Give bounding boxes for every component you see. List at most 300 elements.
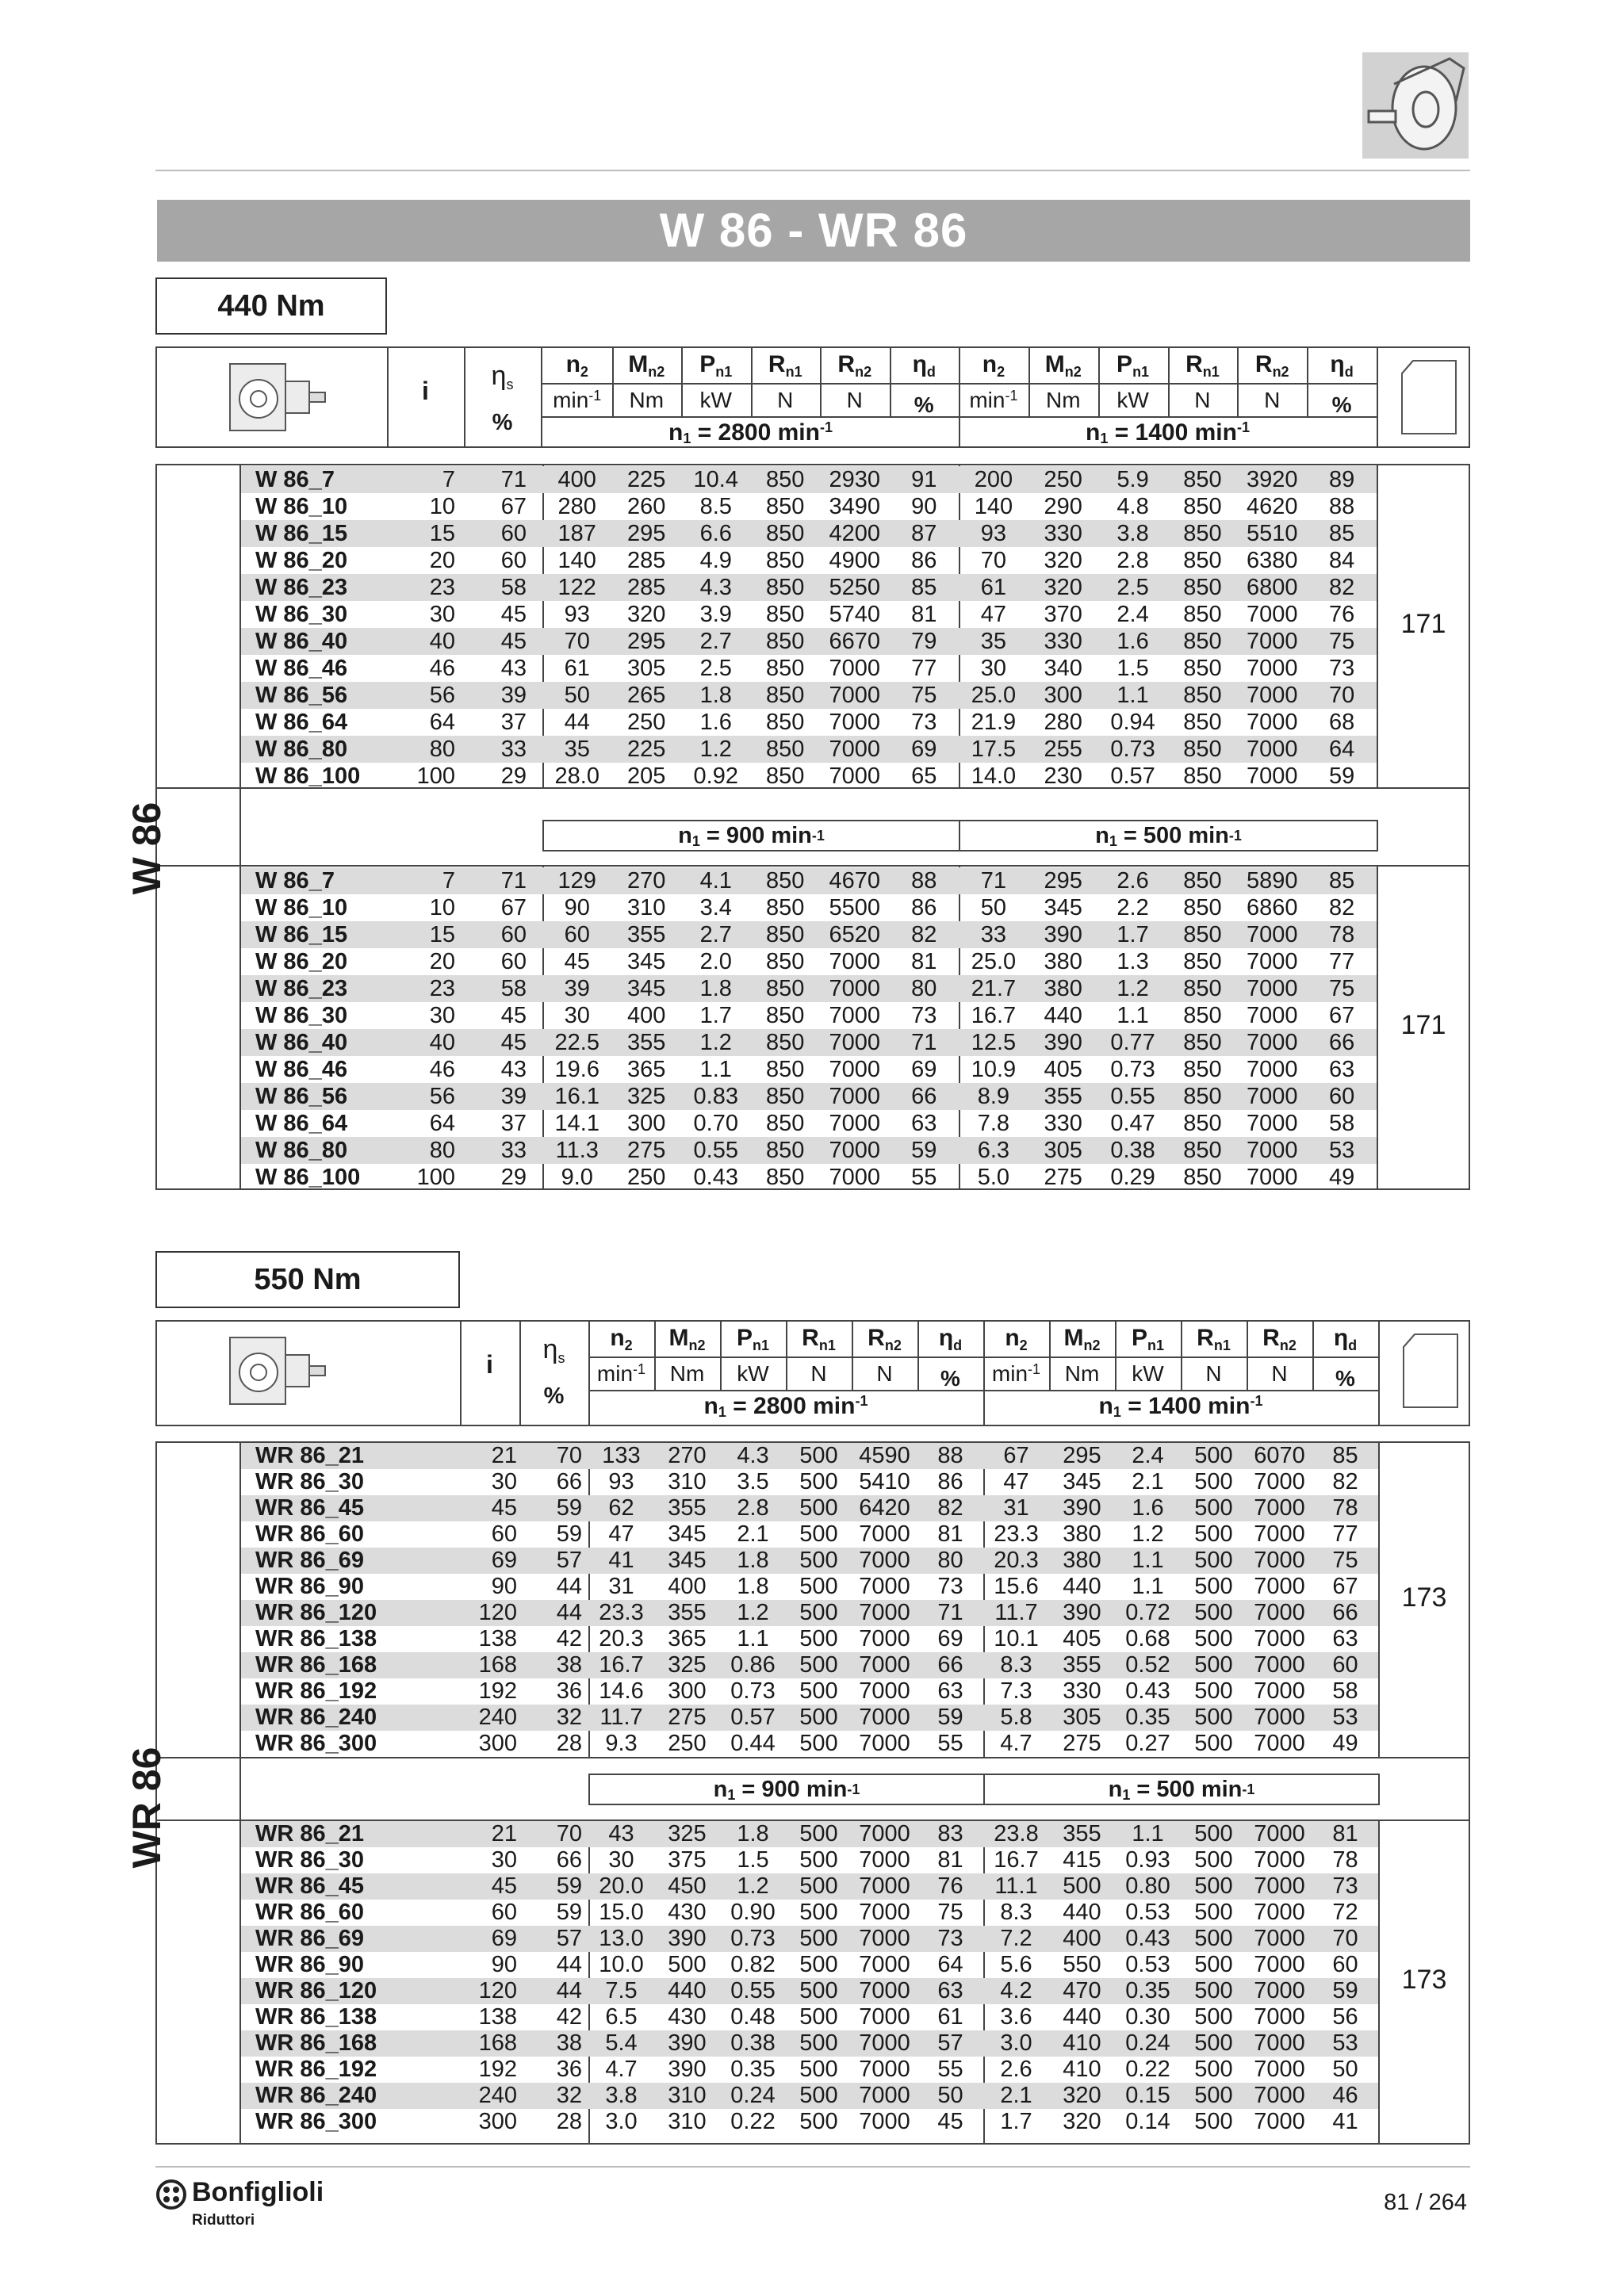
cell-eta-d: 88 — [937, 1443, 963, 1468]
cell-eta-d: 80 — [911, 976, 937, 1001]
cell-mn2: 325 — [668, 1652, 707, 1678]
cell-eta-d: 85 — [1328, 868, 1355, 894]
cell-pn1: 1.1 — [1116, 683, 1149, 708]
ratio-i: 10 — [429, 895, 455, 920]
cell-rn2: 7000 — [859, 1873, 910, 1899]
efficiency-static: 60 — [500, 521, 527, 546]
cell-rn1: 850 — [1183, 976, 1222, 1001]
series-side-label: WR 86 — [124, 1747, 169, 1869]
cell-rn1: 500 — [799, 1574, 838, 1599]
cell-rn1: 850 — [766, 1084, 805, 1109]
header-unit-u_pct: % — [1335, 1366, 1355, 1391]
cell-n2: 43 — [608, 1821, 634, 1846]
model-code: WR 86_192 — [255, 1678, 377, 1704]
cell-rn1: 850 — [1183, 949, 1222, 974]
cell-rn1: 500 — [1194, 1731, 1233, 1756]
cell-mn2: 330 — [1044, 1111, 1082, 1136]
model-code: WR 86_21 — [255, 1821, 365, 1846]
header-Mn2: $M_{n2}$ — [628, 351, 665, 380]
cell-n2: 187 — [557, 521, 596, 546]
cell-rn2: 7000 — [1246, 737, 1298, 762]
cell-pn1: 1.2 — [737, 1873, 769, 1899]
cell-rn2: 7000 — [1246, 1138, 1298, 1163]
cell-rn2: 5510 — [1246, 521, 1298, 546]
cell-eta-d: 73 — [937, 1926, 963, 1951]
header-i: i — [422, 377, 429, 405]
cell-rn2: 7000 — [829, 976, 880, 1001]
cell-mn2: 390 — [1044, 1030, 1082, 1055]
cell-n2: 10.1 — [994, 1626, 1039, 1651]
ratio-i: 300 — [478, 1731, 517, 1756]
cell-rn2: 7000 — [1246, 763, 1298, 789]
cell-mn2: 355 — [1063, 1652, 1101, 1678]
cell-rn1: 500 — [1194, 1521, 1233, 1547]
cell-pn1: 0.90 — [730, 1900, 776, 1925]
cell-rn2: 7000 — [1254, 1926, 1305, 1951]
cell-mn2: 255 — [1044, 737, 1082, 762]
ratio-i: 192 — [478, 2057, 517, 2082]
cell-n2: 30 — [608, 1847, 634, 1873]
cell-pn1: 6.6 — [699, 521, 732, 546]
cell-eta-d: 85 — [1328, 521, 1355, 546]
ratio-i: 240 — [478, 2083, 517, 2108]
ratio-i: 64 — [429, 710, 455, 735]
cell-n2: 70 — [980, 548, 1007, 573]
cell-rn2: 7000 — [829, 1165, 880, 1190]
cell-rn1: 850 — [766, 1165, 805, 1190]
cell-rn1: 500 — [1194, 1821, 1233, 1846]
cell-rn2: 7000 — [859, 2083, 910, 2108]
cell-mn2: 310 — [627, 895, 666, 920]
model-code: WR 86_45 — [255, 1873, 365, 1899]
ratio-i: 300 — [478, 2109, 517, 2134]
ratio-i: 60 — [491, 1900, 517, 1925]
cell-n2: 5.8 — [1000, 1705, 1032, 1730]
cell-mn2: 295 — [1063, 1443, 1101, 1468]
cell-mn2: 390 — [1063, 1600, 1101, 1625]
cell-n2: 21.7 — [971, 976, 1017, 1001]
cell-rn1: 500 — [799, 1821, 838, 1846]
cell-mn2: 295 — [627, 629, 666, 654]
cell-rn2: 7000 — [859, 1731, 910, 1756]
cell-eta-d: 77 — [1332, 1521, 1358, 1547]
header-unit-u_N: N — [810, 1361, 827, 1386]
cell-rn1: 850 — [1183, 467, 1222, 492]
cell-pn1: 0.38 — [730, 2030, 776, 2056]
cell-n2: 6.3 — [977, 1138, 1010, 1163]
cell-n2: 20.3 — [599, 1626, 644, 1651]
cell-eta-d: 73 — [1332, 1873, 1358, 1899]
header-n2: $n_2$ — [565, 351, 588, 380]
cell-pn1: 2.4 — [1116, 602, 1149, 627]
cell-eta-d: 84 — [1328, 548, 1355, 573]
cell-eta-d: 76 — [1328, 602, 1355, 627]
cell-pn1: 0.55 — [693, 1138, 738, 1163]
cell-mn2: 300 — [1044, 683, 1082, 708]
table-row — [241, 1083, 1377, 1110]
cell-mn2: 285 — [627, 575, 666, 600]
cell-eta-d: 83 — [937, 1821, 963, 1846]
speed-label: $n_1 = 1400$ $\min^{-1}$ — [1098, 1393, 1263, 1420]
ratio-i: 138 — [478, 1626, 517, 1651]
cell-eta-d: 66 — [1332, 1600, 1358, 1625]
cell-pn1: 0.38 — [1110, 1138, 1155, 1163]
ratio-i: 21 — [491, 1821, 517, 1846]
cell-rn2: 7000 — [1246, 1003, 1298, 1028]
cell-eta-d: 69 — [937, 1626, 963, 1651]
cell-mn2: 430 — [668, 1900, 707, 1925]
table-row — [241, 1705, 1378, 1731]
cell-eta-d: 45 — [937, 2109, 963, 2134]
cell-eta-d: 75 — [1332, 1548, 1358, 1573]
cell-rn1: 850 — [766, 521, 805, 546]
cell-rn1: 850 — [1183, 629, 1222, 654]
cell-n2: 16.1 — [554, 1084, 599, 1109]
model-code: W 86_64 — [255, 710, 348, 735]
cell-n2: 25.0 — [971, 683, 1017, 708]
cell-rn2: 6380 — [1246, 548, 1298, 573]
cell-n2: 23.3 — [599, 1600, 644, 1625]
ratio-i: 40 — [429, 1030, 455, 1055]
cell-rn1: 850 — [1183, 602, 1222, 627]
cell-rn2: 7000 — [859, 1678, 910, 1704]
cell-eta-d: 63 — [1328, 1057, 1355, 1082]
speed-label: $n_1 = 1400$ $\min^{-1}$ — [1086, 419, 1250, 446]
cell-rn2: 7000 — [1254, 1652, 1305, 1678]
cell-rn2: 7000 — [829, 683, 880, 708]
cell-eta-d: 77 — [911, 656, 937, 681]
cell-n2: 133 — [602, 1443, 641, 1468]
cell-eta-d: 60 — [1328, 1084, 1355, 1109]
cell-mn2: 250 — [1044, 467, 1082, 492]
speed-label: $n_1 = 2800$ $\min^{-1}$ — [703, 1393, 868, 1420]
ratio-i: 30 — [491, 1469, 517, 1494]
cell-mn2: 305 — [627, 656, 666, 681]
cell-rn1: 500 — [1194, 1978, 1233, 2003]
cell-eta-d: 59 — [1332, 1978, 1358, 2003]
model-code: WR 86_69 — [255, 1926, 365, 1951]
model-code: W 86_7 — [255, 467, 335, 492]
header-Rn1: $R_{n1}$ — [768, 351, 802, 380]
cell-eta-d: 58 — [1332, 1678, 1358, 1704]
cell-rn1: 850 — [1183, 575, 1222, 600]
cell-eta-d: 82 — [1328, 895, 1355, 920]
cell-pn1: 4.9 — [699, 548, 732, 573]
cell-pn1: 1.1 — [737, 1626, 769, 1651]
cell-n2: 90 — [564, 895, 590, 920]
cell-n2: 35 — [564, 737, 590, 762]
model-code: W 86_56 — [255, 1084, 348, 1109]
cell-eta-d: 57 — [937, 2030, 963, 2056]
cell-pn1: 0.24 — [1125, 2030, 1170, 2056]
model-code: W 86_10 — [255, 895, 348, 920]
cell-n2: 19.6 — [554, 1057, 599, 1082]
cell-n2: 23.8 — [994, 1821, 1039, 1846]
cell-n2: 122 — [557, 575, 596, 600]
model-code: W 86_80 — [255, 737, 348, 762]
ratio-i: 240 — [478, 1705, 517, 1730]
cell-mn2: 365 — [668, 1626, 707, 1651]
cell-rn1: 500 — [1194, 1574, 1233, 1599]
efficiency-static: 59 — [556, 1900, 582, 1925]
cell-pn1: 4.8 — [1116, 494, 1149, 519]
cell-pn1: 0.86 — [730, 1652, 776, 1678]
cell-pn1: 0.35 — [1125, 1978, 1170, 2003]
series-side-label: W 86 — [124, 802, 169, 895]
ratio-i: 56 — [429, 683, 455, 708]
header-Pn1: $P_{n1}$ — [1116, 351, 1150, 380]
efficiency-static: 37 — [500, 1111, 527, 1136]
cell-rn2: 7000 — [1246, 683, 1298, 708]
cell-mn2: 410 — [1063, 2057, 1101, 2082]
model-code: W 86_100 — [255, 1165, 361, 1190]
page-reference: 171 — [1400, 1010, 1446, 1040]
ratio-i: 15 — [429, 521, 455, 546]
cell-n2: 93 — [564, 602, 590, 627]
table-row — [241, 466, 1377, 493]
cell-n2: 35 — [980, 629, 1007, 654]
cell-rn2: 7000 — [859, 1952, 910, 1977]
cell-rn2: 5740 — [829, 602, 880, 627]
header-unit-u_N: N — [777, 388, 794, 412]
header-unit-u_N: N — [1194, 388, 1211, 412]
cell-rn2: 7000 — [1254, 2004, 1305, 2030]
ratio-i: 21 — [491, 1443, 517, 1468]
cell-n2: 3.0 — [605, 2109, 638, 2134]
cell-pn1: 2.1 — [737, 1521, 769, 1547]
cell-mn2: 330 — [1044, 629, 1082, 654]
cell-rn2: 3920 — [1246, 467, 1298, 492]
cell-mn2: 380 — [1044, 949, 1082, 974]
cell-pn1: 1.7 — [699, 1003, 732, 1028]
model-code: WR 86_90 — [255, 1574, 365, 1599]
cell-mn2: 440 — [1063, 1900, 1101, 1925]
cell-eta-d: 63 — [911, 1111, 937, 1136]
table-row — [241, 736, 1377, 763]
table-row — [241, 1110, 1377, 1137]
bonfiglioli-logo-icon — [155, 2179, 187, 2210]
cell-eta-d: 86 — [911, 895, 937, 920]
cell-pn1: 0.30 — [1125, 2004, 1170, 2030]
cell-n2: 50 — [564, 683, 590, 708]
cell-rn2: 7000 — [1246, 602, 1298, 627]
cell-eta-d: 81 — [911, 602, 937, 627]
cell-mn2: 260 — [627, 494, 666, 519]
cell-rn1: 850 — [1183, 1030, 1222, 1055]
cell-rn1: 500 — [1194, 1678, 1233, 1704]
efficiency-static: 58 — [500, 575, 527, 600]
cell-rn2: 7000 — [1254, 1900, 1305, 1925]
cell-n2: 20.0 — [599, 1873, 644, 1899]
ratio-i: 30 — [491, 1847, 517, 1873]
header-unit-u_Nm: Nm — [669, 1361, 705, 1386]
cell-rn1: 850 — [766, 949, 805, 974]
efficiency-static: 71 — [500, 467, 527, 492]
cell-rn2: 7000 — [1254, 1731, 1305, 1756]
cell-mn2: 290 — [1044, 494, 1082, 519]
cell-pn1: 10.4 — [693, 467, 738, 492]
cell-pn1: 4.3 — [737, 1443, 769, 1468]
cell-pn1: 0.57 — [1110, 763, 1155, 789]
cell-mn2: 410 — [1063, 2030, 1101, 2056]
header-Rn1: $R_{n1}$ — [1197, 1325, 1231, 1353]
ratio-i: 69 — [491, 1926, 517, 1951]
ratio-i: 56 — [429, 1084, 455, 1109]
cell-pn1: 0.83 — [693, 1084, 738, 1109]
cell-rn1: 500 — [799, 1548, 838, 1573]
cell-n2: 45 — [564, 949, 590, 974]
cell-rn1: 850 — [766, 1057, 805, 1082]
page-reference: 173 — [1401, 1965, 1447, 1995]
cell-rn2: 7000 — [829, 1084, 880, 1109]
ratio-i: 168 — [478, 1652, 517, 1678]
cell-n2: 11.3 — [555, 1138, 599, 1163]
table-row — [241, 1678, 1378, 1705]
cell-n2: 140 — [557, 548, 596, 573]
ratio-i: 20 — [429, 949, 455, 974]
table-row — [241, 1652, 1378, 1678]
cell-n2: 20.3 — [994, 1548, 1039, 1573]
cell-rn2: 7000 — [859, 1705, 910, 1730]
cell-rn2: 4670 — [829, 868, 880, 894]
cell-eta-d: 70 — [1332, 1926, 1358, 1951]
header-unit-u_kW: kW — [737, 1361, 769, 1386]
cell-pn1: 1.1 — [1116, 1003, 1149, 1028]
model-code: WR 86_240 — [255, 2083, 377, 2108]
cell-pn1: 2.8 — [737, 1495, 769, 1521]
bonfiglioli-logo — [155, 2179, 187, 2214]
efficiency-static: 58 — [500, 976, 527, 1001]
efficiency-static: 57 — [556, 1926, 582, 1951]
cell-eta-d: 63 — [937, 1678, 963, 1704]
cell-rn2: 6670 — [829, 629, 880, 654]
ratio-i: 7 — [442, 467, 455, 492]
cell-rn1: 500 — [799, 1952, 838, 1977]
efficiency-static: 45 — [500, 602, 527, 627]
header-Mn2: $M_{n2}$ — [1044, 351, 1082, 380]
cell-pn1: 2.1 — [1132, 1469, 1164, 1494]
cell-rn1: 500 — [799, 1469, 838, 1494]
cell-rn2: 7000 — [829, 656, 880, 681]
cell-rn1: 850 — [766, 1138, 805, 1163]
cell-n2: 3.8 — [605, 2083, 638, 2108]
efficiency-static: 67 — [500, 494, 527, 519]
cell-rn2: 5410 — [859, 1469, 910, 1494]
cell-n2: 21.9 — [971, 710, 1017, 735]
efficiency-static: 42 — [556, 2004, 582, 2030]
cell-pn1: 3.4 — [699, 895, 732, 920]
ratio-i: 100 — [416, 763, 455, 789]
header-n2: $n_2$ — [1005, 1325, 1028, 1353]
cell-mn2: 330 — [1044, 521, 1082, 546]
cell-n2: 47 — [980, 602, 1007, 627]
cell-eta-d: 75 — [911, 683, 937, 708]
efficiency-static: 43 — [500, 1057, 527, 1082]
table-row — [241, 1521, 1378, 1548]
model-code: W 86_30 — [255, 602, 348, 627]
efficiency-static: 44 — [556, 1600, 582, 1625]
cell-n2: 11.7 — [994, 1600, 1038, 1625]
efficiency-static: 33 — [500, 737, 527, 762]
cell-eta-d: 68 — [1328, 710, 1355, 735]
cell-rn1: 850 — [1183, 548, 1222, 573]
document-page-icon — [1397, 358, 1461, 437]
cell-eta-d: 78 — [1328, 922, 1355, 947]
model-code: W 86_23 — [255, 976, 348, 1001]
cell-rn1: 850 — [766, 602, 805, 627]
cell-rn1: 500 — [1194, 1926, 1233, 1951]
efficiency-static: 44 — [556, 1952, 582, 1977]
cell-n2: 61 — [980, 575, 1007, 600]
cell-mn2: 355 — [668, 1600, 707, 1625]
cell-n2: 60 — [564, 922, 590, 947]
ratio-i: 23 — [429, 976, 455, 1001]
cell-pn1: 0.44 — [730, 1731, 776, 1756]
cell-mn2: 400 — [627, 1003, 666, 1028]
cell-rn2: 6420 — [859, 1495, 910, 1521]
cell-mn2: 280 — [1044, 710, 1082, 735]
cell-n2: 61 — [564, 656, 590, 681]
header-unit-u_kW: kW — [699, 388, 732, 412]
cell-pn1: 0.73 — [1110, 737, 1155, 762]
cell-rn2: 7000 — [859, 1548, 910, 1573]
cell-pn1: 0.29 — [1110, 1165, 1155, 1190]
document-page-icon — [1399, 1331, 1462, 1410]
header-unit-u_min: $\min^{-1}$ — [553, 388, 602, 412]
cell-n2: 93 — [980, 521, 1007, 546]
cell-n2: 3.0 — [1000, 2030, 1032, 2056]
cell-n2: 140 — [974, 494, 1013, 519]
cell-eta-d: 81 — [937, 1847, 963, 1873]
efficiency-static: 44 — [556, 1978, 582, 2003]
ratio-i: 7 — [442, 868, 455, 894]
table-row — [241, 601, 1377, 628]
cell-pn1: 0.55 — [730, 1978, 776, 2003]
ratio-i: 168 — [478, 2030, 517, 2056]
efficiency-static: 59 — [556, 1495, 582, 1521]
efficiency-static: 28 — [556, 2109, 582, 2134]
cell-n2: 5.6 — [1000, 1952, 1032, 1977]
table-row — [241, 975, 1377, 1002]
cell-rn2: 7000 — [859, 1574, 910, 1599]
page-reference: 173 — [1401, 1582, 1447, 1613]
header-divider — [1377, 346, 1378, 448]
cell-mn2: 390 — [1044, 922, 1082, 947]
cell-eta-d: 81 — [911, 949, 937, 974]
cell-rn2: 7000 — [1254, 1574, 1305, 1599]
cell-mn2: 230 — [1044, 763, 1082, 789]
cell-mn2: 355 — [627, 1030, 666, 1055]
cell-mn2: 355 — [1063, 1821, 1101, 1846]
cell-n2: 400 — [557, 467, 596, 492]
cell-eta-d: 61 — [937, 2004, 963, 2030]
efficiency-static: 38 — [556, 1652, 582, 1678]
cell-rn2: 7000 — [829, 1003, 880, 1028]
ratio-i: 100 — [416, 1165, 455, 1190]
table-row — [241, 1056, 1377, 1083]
header-unit-u_Nm: Nm — [629, 388, 665, 412]
header-Mn2: $M_{n2}$ — [1063, 1325, 1101, 1353]
cell-n2: 129 — [557, 868, 596, 894]
cell-pn1: 0.80 — [1125, 1873, 1170, 1899]
cell-eta-d: 88 — [1328, 494, 1355, 519]
cell-mn2: 270 — [668, 1443, 707, 1468]
cell-rn2: 7000 — [1254, 2057, 1305, 2082]
cell-n2: 47 — [608, 1521, 634, 1547]
cell-n2: 28.0 — [554, 763, 599, 789]
cell-rn1: 500 — [799, 1626, 838, 1651]
cell-rn1: 850 — [1183, 683, 1222, 708]
